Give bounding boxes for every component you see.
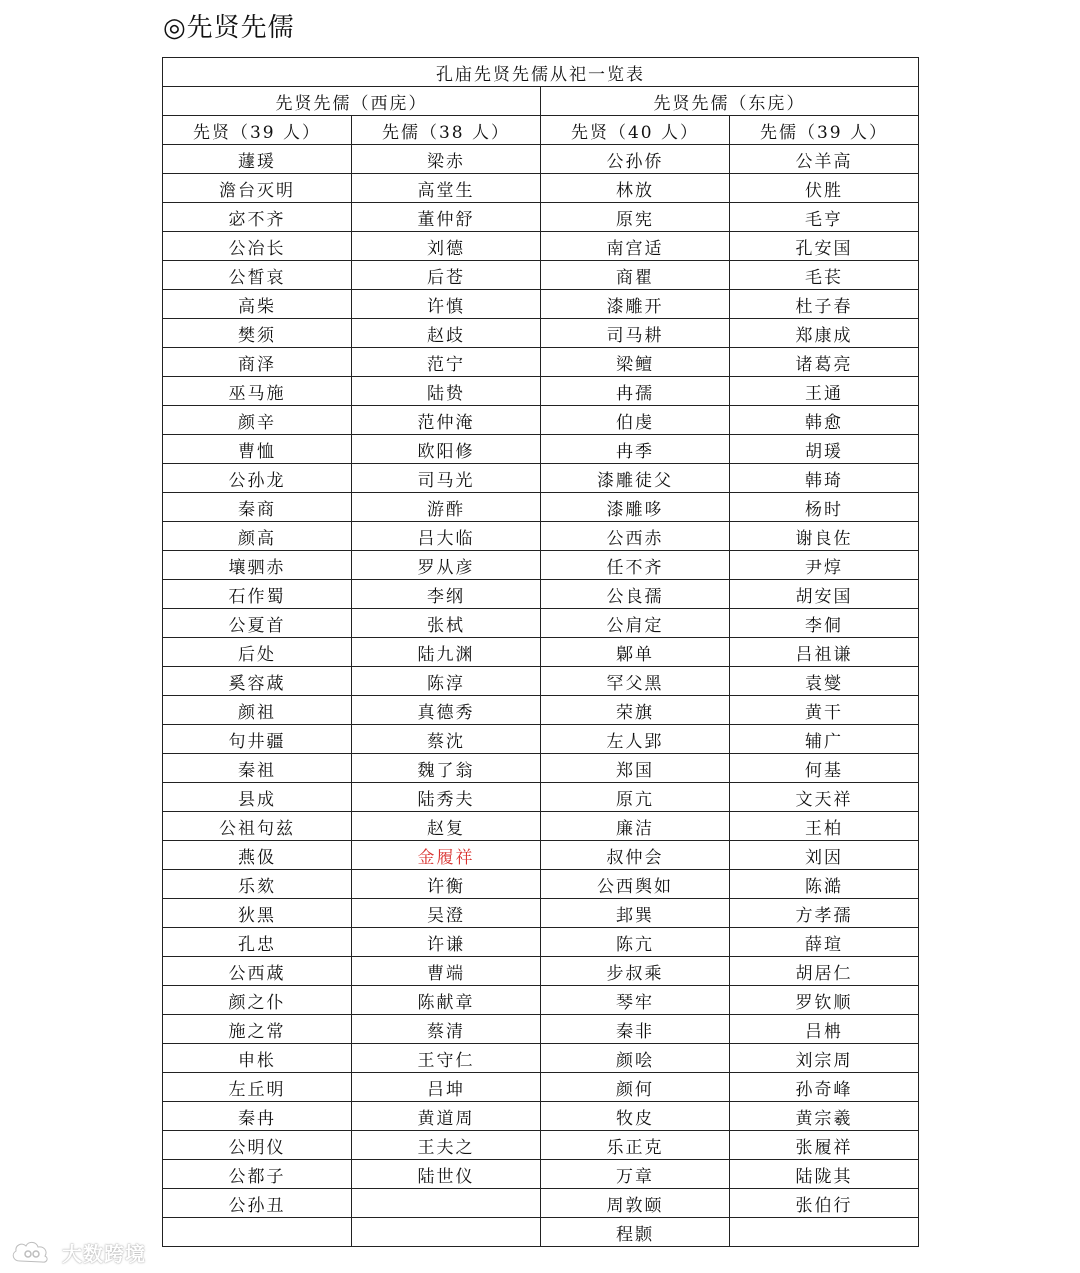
west-scholar-cell: 陈献章 (352, 986, 541, 1015)
east-sage-cell: 冉季 (541, 435, 730, 464)
west-sage-cell: 高柴 (163, 290, 352, 319)
east-sage-cell: 漆雕开 (541, 290, 730, 319)
table-row (163, 232, 919, 261)
east-sage-cell: 公西舆如 (541, 870, 730, 899)
watermark-text: 大数跨境 (62, 1241, 146, 1266)
table-row (163, 696, 919, 725)
table-row (163, 406, 919, 435)
table-row (163, 348, 919, 377)
east-sage-cell: 商瞿 (541, 261, 730, 290)
west-sage-cell: 燕伋 (163, 841, 352, 870)
west-scholar-cell: 陆九渊 (352, 638, 541, 667)
west-scholar-cell: 罗从彦 (352, 551, 541, 580)
west-scholar-cell: 陆世仪 (352, 1160, 541, 1189)
east-sage-cell: 廉洁 (541, 812, 730, 841)
west-scholar-cell: 许衡 (352, 870, 541, 899)
west-scholar-cell (352, 1218, 541, 1247)
east-scholar-cell: 文天祥 (730, 783, 919, 812)
east-sage-cell: 颜何 (541, 1073, 730, 1102)
west-scholar-cell: 黄道周 (352, 1102, 541, 1131)
table-title-row (163, 58, 919, 87)
table-row (163, 203, 919, 232)
east-scholar-cell: 张伯行 (730, 1189, 919, 1218)
east-scholar-cell (730, 1218, 919, 1247)
east-sage-cell: 左人郢 (541, 725, 730, 754)
west-scholar-cell: 赵歧 (352, 319, 541, 348)
east-sage-cell: 荣旗 (541, 696, 730, 725)
east-sage-cell: 公良孺 (541, 580, 730, 609)
west-sage-cell: 公都子 (163, 1160, 352, 1189)
table-row (163, 319, 919, 348)
roster-table (162, 57, 919, 1247)
east-scholar-cell: 公羊高 (730, 145, 919, 174)
west-scholar-cell: 梁赤 (352, 145, 541, 174)
west-scholar-cell: 刘德 (352, 232, 541, 261)
east-sage-cell: 鄡单 (541, 638, 730, 667)
east-sage-cell: 南宫适 (541, 232, 730, 261)
table-row (163, 377, 919, 406)
table-row (163, 435, 919, 464)
west-sage-cell: 曹恤 (163, 435, 352, 464)
west-sage-cell: 公夏首 (163, 609, 352, 638)
east-scholar-cell: 尹焞 (730, 551, 919, 580)
section-heading: ◎先贤先儒 (163, 13, 295, 43)
east-sage-cell: 罕父黑 (541, 667, 730, 696)
west-sage-cell: 县成 (163, 783, 352, 812)
table-row (163, 667, 919, 696)
west-sage-cell: 狄黑 (163, 899, 352, 928)
west-sage-cell: 颜之仆 (163, 986, 352, 1015)
east-scholar-cell: 王柏 (730, 812, 919, 841)
east-sage-cell: 原宪 (541, 203, 730, 232)
east-sage-cell: 琴牢 (541, 986, 730, 1015)
column-header-east-scholars: 先儒（39 人） (730, 116, 919, 145)
east-sage-cell: 伯虔 (541, 406, 730, 435)
west-scholar-cell: 陆贽 (352, 377, 541, 406)
east-sage-cell: 程颢 (541, 1218, 730, 1247)
east-sage-cell: 郑国 (541, 754, 730, 783)
east-sage-cell: 公西赤 (541, 522, 730, 551)
east-scholar-cell: 杜子春 (730, 290, 919, 319)
table-row (163, 928, 919, 957)
table-row (163, 551, 919, 580)
east-sage-cell: 邽巽 (541, 899, 730, 928)
west-sage-cell (163, 1218, 352, 1247)
table-row (163, 986, 919, 1015)
west-sage-cell: 公冶长 (163, 232, 352, 261)
table-row (163, 464, 919, 493)
table-row (163, 1015, 919, 1044)
west-scholar-cell: 张栻 (352, 609, 541, 638)
table-row (163, 522, 919, 551)
east-sage-cell: 冉孺 (541, 377, 730, 406)
west-sage-cell: 奚容蒧 (163, 667, 352, 696)
table-row (163, 580, 919, 609)
cloud-logo-icon (8, 1237, 56, 1267)
west-scholar-cell: 范仲淹 (352, 406, 541, 435)
west-sage-cell: 乐欬 (163, 870, 352, 899)
east-sage-cell: 林放 (541, 174, 730, 203)
west-scholar-cell: 赵复 (352, 812, 541, 841)
east-scholar-cell: 诸葛亮 (730, 348, 919, 377)
west-sage-cell: 壤驷赤 (163, 551, 352, 580)
east-scholar-cell: 毛亨 (730, 203, 919, 232)
west-sage-cell: 秦冉 (163, 1102, 352, 1131)
east-scholar-cell: 吕祖谦 (730, 638, 919, 667)
east-sage-cell: 步叔乘 (541, 957, 730, 986)
table-row (163, 638, 919, 667)
table-row (163, 1218, 919, 1247)
east-sage-cell: 万章 (541, 1160, 730, 1189)
east-scholar-cell: 罗钦顺 (730, 986, 919, 1015)
east-sage-cell: 秦非 (541, 1015, 730, 1044)
watermark (8, 1234, 146, 1270)
east-scholar-cell: 黄宗羲 (730, 1102, 919, 1131)
west-sage-cell: 公西蒧 (163, 957, 352, 986)
east-scholar-cell: 刘因 (730, 841, 919, 870)
east-scholar-cell: 刘宗周 (730, 1044, 919, 1073)
east-scholar-cell: 王通 (730, 377, 919, 406)
table-row (163, 754, 919, 783)
east-scholar-cell: 杨时 (730, 493, 919, 522)
east-scholar-cell: 何基 (730, 754, 919, 783)
west-scholar-cell: 许谦 (352, 928, 541, 957)
west-sage-cell: 孔忠 (163, 928, 352, 957)
west-scholar-cell: 许慎 (352, 290, 541, 319)
west-scholar-cell: 欧阳修 (352, 435, 541, 464)
west-scholar-cell (352, 1189, 541, 1218)
east-scholar-cell: 韩琦 (730, 464, 919, 493)
east-scholar-cell: 陈澔 (730, 870, 919, 899)
west-scholar-cell: 董仲舒 (352, 203, 541, 232)
table-row (163, 609, 919, 638)
west-sage-cell: 申枨 (163, 1044, 352, 1073)
west-sage-cell: 颜高 (163, 522, 352, 551)
east-sage-cell: 颜哙 (541, 1044, 730, 1073)
east-scholar-cell: 薛瑄 (730, 928, 919, 957)
east-scholar-cell: 孙奇峰 (730, 1073, 919, 1102)
west-sage-cell: 公孙龙 (163, 464, 352, 493)
group-header-row (163, 87, 919, 116)
west-sage-cell: 巫马施 (163, 377, 352, 406)
west-sage-cell: 公孙丑 (163, 1189, 352, 1218)
east-scholar-cell: 孔安国 (730, 232, 919, 261)
table-row (163, 145, 919, 174)
west-scholar-cell: 陈淳 (352, 667, 541, 696)
west-sage-cell: 商泽 (163, 348, 352, 377)
east-scholar-cell: 谢良佐 (730, 522, 919, 551)
west-sage-cell: 施之常 (163, 1015, 352, 1044)
west-scholar-cell: 真德秀 (352, 696, 541, 725)
table-row (163, 812, 919, 841)
table-title: 孔庙先贤先儒从祀一览表 (163, 58, 919, 87)
east-sage-cell: 陈亢 (541, 928, 730, 957)
west-scholar-cell: 吴澄 (352, 899, 541, 928)
east-sage-cell: 公孙侨 (541, 145, 730, 174)
west-scholar-cell: 陆秀夫 (352, 783, 541, 812)
east-sage-cell: 周敦颐 (541, 1189, 730, 1218)
east-sage-cell: 公肩定 (541, 609, 730, 638)
east-scholar-cell: 郑康成 (730, 319, 919, 348)
west-scholar-cell: 高堂生 (352, 174, 541, 203)
column-header-west-sages: 先贤（39 人） (163, 116, 352, 145)
east-scholar-cell: 陆陇其 (730, 1160, 919, 1189)
east-scholar-cell: 胡居仁 (730, 957, 919, 986)
table-row (163, 1131, 919, 1160)
east-scholar-cell: 黄干 (730, 696, 919, 725)
east-sage-cell: 牧皮 (541, 1102, 730, 1131)
table-row (163, 1102, 919, 1131)
west-scholar-cell: 吕坤 (352, 1073, 541, 1102)
west-sage-cell: 左丘明 (163, 1073, 352, 1102)
group-header-east: 先贤先儒（东庑） (541, 87, 919, 116)
west-scholar-cell: 王守仁 (352, 1044, 541, 1073)
west-scholar-cell: 蔡清 (352, 1015, 541, 1044)
east-sage-cell: 司马耕 (541, 319, 730, 348)
east-scholar-cell: 方孝孺 (730, 899, 919, 928)
table-row (163, 1044, 919, 1073)
table-row (163, 493, 919, 522)
column-header-row (163, 116, 919, 145)
east-scholar-cell: 辅广 (730, 725, 919, 754)
west-sage-cell: 樊须 (163, 319, 352, 348)
east-scholar-cell: 胡瑗 (730, 435, 919, 464)
east-scholar-cell: 胡安国 (730, 580, 919, 609)
column-header-east-sages: 先贤（40 人） (541, 116, 730, 145)
west-scholar-cell: 司马光 (352, 464, 541, 493)
west-scholar-cell: 游酢 (352, 493, 541, 522)
table-row (163, 1073, 919, 1102)
west-scholar-cell: 李纲 (352, 580, 541, 609)
table-row (163, 899, 919, 928)
west-scholar-cell: 范宁 (352, 348, 541, 377)
west-scholar-cell: 后苍 (352, 261, 541, 290)
column-header-west-scholars: 先儒（38 人） (352, 116, 541, 145)
west-sage-cell: 宓不齐 (163, 203, 352, 232)
table-row (163, 841, 919, 870)
east-scholar-cell: 毛苌 (730, 261, 919, 290)
west-sage-cell: 公祖句兹 (163, 812, 352, 841)
table-row (163, 957, 919, 986)
west-sage-cell: 颜辛 (163, 406, 352, 435)
group-header-west: 先贤先儒（西庑） (163, 87, 541, 116)
west-sage-cell: 秦商 (163, 493, 352, 522)
table-row (163, 174, 919, 203)
east-scholar-cell: 韩愈 (730, 406, 919, 435)
table-row (163, 725, 919, 754)
west-scholar-cell: 王夫之 (352, 1131, 541, 1160)
east-scholar-cell: 李侗 (730, 609, 919, 638)
west-sage-cell: 颜祖 (163, 696, 352, 725)
east-scholar-cell: 张履祥 (730, 1131, 919, 1160)
table-row (163, 290, 919, 319)
west-sage-cell: 澹台灭明 (163, 174, 352, 203)
west-sage-cell: 蘧瑗 (163, 145, 352, 174)
east-sage-cell: 漆雕哆 (541, 493, 730, 522)
west-sage-cell: 公明仪 (163, 1131, 352, 1160)
table-row (163, 261, 919, 290)
west-sage-cell: 句井疆 (163, 725, 352, 754)
east-sage-cell: 原亢 (541, 783, 730, 812)
east-sage-cell: 乐正克 (541, 1131, 730, 1160)
table-row (163, 870, 919, 899)
table-row (163, 1160, 919, 1189)
east-scholar-cell: 伏胜 (730, 174, 919, 203)
west-sage-cell: 后处 (163, 638, 352, 667)
east-scholar-cell: 袁燮 (730, 667, 919, 696)
west-scholar-cell: 曹端 (352, 957, 541, 986)
table-row (163, 783, 919, 812)
east-sage-cell: 叔仲会 (541, 841, 730, 870)
west-scholar-cell: 魏了翁 (352, 754, 541, 783)
east-scholar-cell: 吕柟 (730, 1015, 919, 1044)
west-sage-cell: 秦祖 (163, 754, 352, 783)
west-scholar-cell: 吕大临 (352, 522, 541, 551)
west-sage-cell: 石作蜀 (163, 580, 352, 609)
table-row (163, 1189, 919, 1218)
east-sage-cell: 漆雕徒父 (541, 464, 730, 493)
east-sage-cell: 任不齐 (541, 551, 730, 580)
east-sage-cell: 梁鳣 (541, 348, 730, 377)
west-sage-cell: 公皙哀 (163, 261, 352, 290)
west-scholar-cell: 金履祥 (352, 841, 541, 870)
west-scholar-cell: 蔡沈 (352, 725, 541, 754)
